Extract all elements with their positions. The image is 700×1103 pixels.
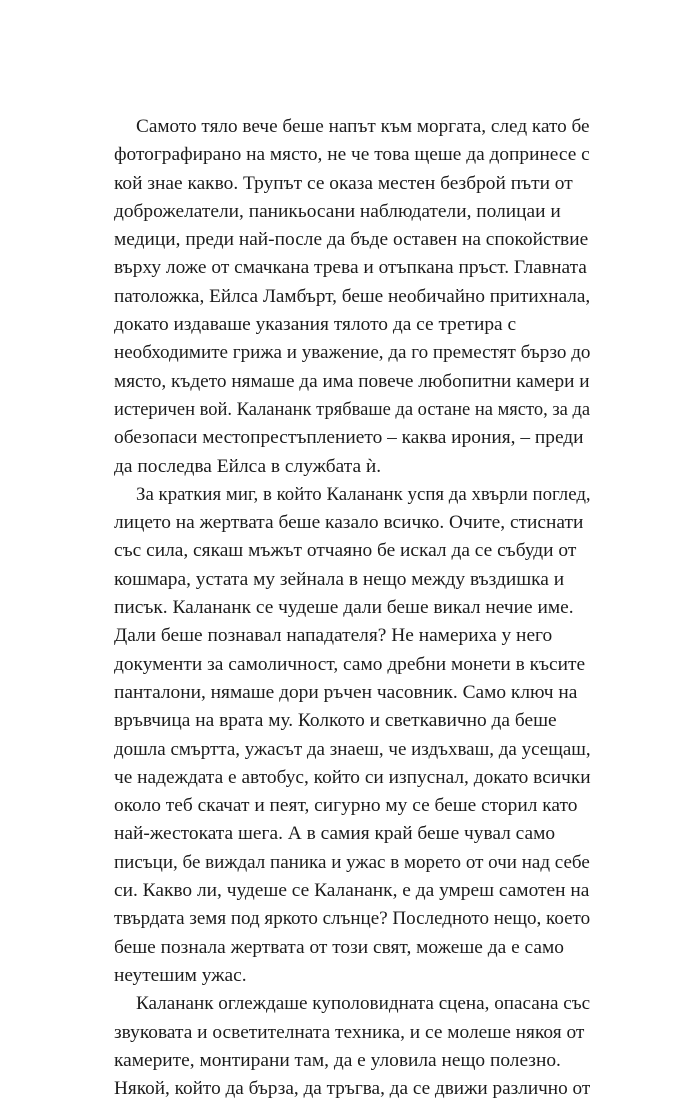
text-line: доброжелатели, паникьосани наблюдатели, полицаи и [114, 200, 561, 222]
text-line: Дали беше познавал нападателя? Не намериха у него [114, 625, 553, 647]
text-line: докато издаваше указания тялото да се третира с [114, 314, 517, 336]
text-line: Някой, който да бърза, да тръгва, да се движи различно от [114, 1078, 591, 1100]
text-line: истеричен вой. Калананк трябваше да остане на място, за да [114, 399, 591, 420]
text-line: върху ложе от смачкана трева и отъпкана пръст. Главната [114, 257, 587, 279]
text-line: патоложка, Ейлса Ламбърт, беше необичайно притихнала, [114, 285, 591, 307]
text-line: най-жестоката шега. А в самия край беше чувал само [114, 823, 556, 845]
text-line: документи за самоличност, само дребни монети в късите [114, 653, 586, 675]
text-line: със сила, сякаш мъжът отчаяно бе искал да се събуди от [114, 540, 577, 562]
text-line: си. Какво ли, чудеше се Калананк, е да умреш самотен на [114, 880, 590, 902]
text-line: неутешим ужас. [114, 964, 247, 986]
text-line: лицето на жертвата беше казало всичко. Очите, стиснати [114, 512, 584, 534]
text-line: звуковата и осветителната техника, и се молеше някоя от [114, 1021, 585, 1043]
text-line: камерите, монтирани там, да е уловила нещо полезно. [114, 1049, 561, 1071]
paragraph-3 [114, 990, 590, 1103]
text-line: около теб скачат и пеят, сигурно му се беше сторил като [114, 795, 578, 817]
text-line: За краткия миг, в който Калананк успя да хвърли поглед, [136, 483, 591, 505]
text-line: Калананк оглеждаше куполовидната сцена, опасана със [136, 993, 591, 1015]
text-line: писъци, бе виждал паника и ужас в морето от очи над себе [114, 851, 590, 873]
text-line: кошмара, устата му зейнала в нещо между въздишка и [114, 568, 565, 590]
paragraph-1 [114, 113, 590, 481]
text-line: кой знае какво. Трупът се оказа местен безброй пъти от [114, 172, 573, 194]
text-line: връвчица на врата му. Колкото и светкавично да беше [114, 710, 557, 732]
text-line: да последва Ейлса в службата ѝ. [114, 455, 382, 477]
text-line: че надеждата е автобус, който си изпуснал, докато всички [114, 766, 591, 788]
text-line: фотографирано на място, не че това щеше да допринесе с [114, 144, 590, 166]
paragraph-2 [114, 481, 590, 990]
text-line: дошла смъртта, ужасът да знаеш, че издъхваш, да усещаш, [114, 738, 591, 760]
text-line: медици, преди най-после да бъде оставен на спокойствие [114, 229, 589, 251]
text-line: беше познала жертвата от този свят, можеше да е само [114, 936, 564, 958]
text-line: Самото тяло вече беше напът към моргата, след като бе [136, 116, 590, 137]
text-line: панталони, нямаше дори ръчен часовник. Само ключ на [114, 681, 578, 703]
text-line: писък. Калананк се чудеше дали беше викал нечие име. [114, 597, 574, 619]
text-line: необходимите грижа и уважение, да го преместят бързо до [114, 342, 591, 364]
text-line: обезопаси местопрестъплението – каква ирония, – преди [114, 427, 584, 449]
text-line: твърдата земя под яркото слънце? Последното нещо, което [114, 908, 591, 930]
text-line: място, където нямаше да има повече любопитни камери и [114, 370, 590, 392]
page-text [114, 113, 590, 1103]
